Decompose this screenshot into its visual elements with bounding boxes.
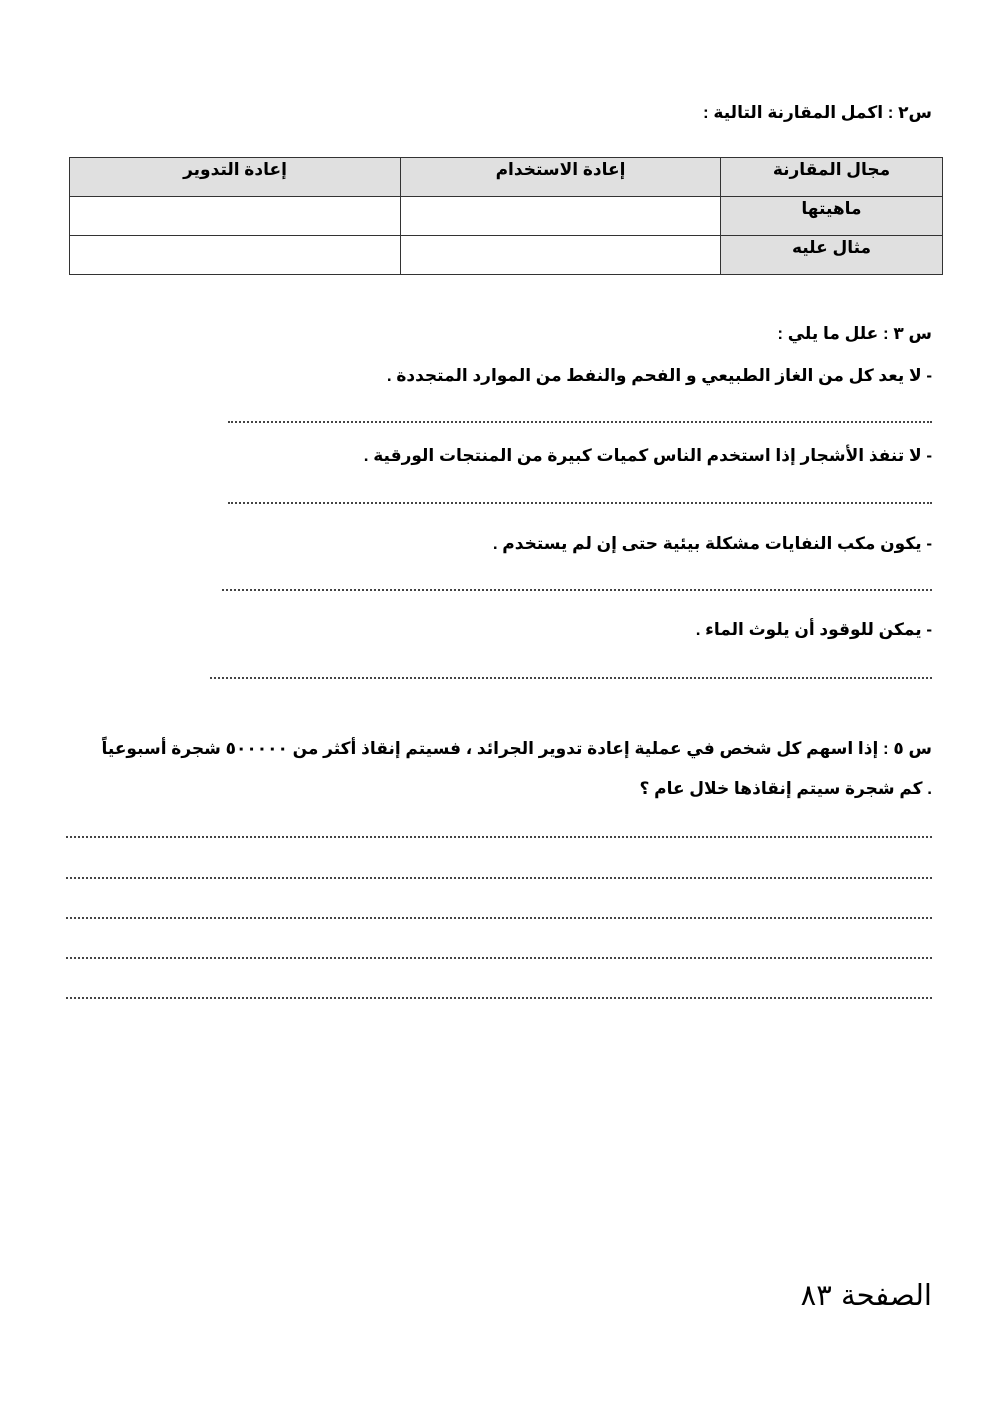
answer-line-q3-2[interactable] [228, 502, 932, 504]
answer-line-q5-5[interactable] [66, 997, 932, 999]
q3-heading: س ٣ : علل ما يلي : [777, 324, 932, 343]
answer-cell-reuse-example[interactable] [401, 236, 721, 275]
row-label-definition: ماهيتها [721, 197, 943, 236]
q3-item-3: - يكون مكب النفايات مشكلة بيئية حتى إن لم يستخدم . [492, 534, 932, 553]
q3-item-2: - لا تنفذ الأشجار إذا استخدم الناس كميات كبيرة من المنتجات الورقية . [363, 446, 932, 465]
q2-heading: س٢ : اكمل المقارنة التالية : [703, 103, 932, 122]
answer-line-q3-1[interactable] [228, 421, 932, 423]
comparison-table [69, 157, 943, 275]
q3-item-1: - لا يعد كل من الغاز الطبيعي و الفحم والنفط من الموارد المتجددة . [386, 366, 932, 385]
answer-line-q5-4[interactable] [66, 957, 932, 959]
answer-line-q5-2[interactable] [66, 877, 932, 879]
table-row [70, 197, 943, 236]
answer-cell-recycling-example[interactable] [70, 236, 401, 275]
answer-line-q3-3[interactable] [222, 589, 932, 591]
table-header-row [70, 158, 943, 197]
table-row [70, 236, 943, 275]
answer-line-q5-1[interactable] [66, 836, 932, 838]
header-comparison-field: مجال المقارنة [721, 158, 943, 197]
answer-cell-recycling-definition[interactable] [70, 197, 401, 236]
page-number: الصفحة ٨٣ [800, 1278, 932, 1312]
answer-line-q3-4[interactable] [210, 677, 932, 679]
q5-question: س ٥ : إذا اسهم كل شخص في عملية إعادة تدوير الجرائد ، فسيتم إنقاذ أكثر من ٥٠٠٠٠٠ شجرة أسبوعياً . كم شجرة سيتم إنقاذها خلال عام ؟ [101, 739, 932, 798]
row-label-example: مثال عليه [721, 236, 943, 275]
answer-cell-reuse-definition[interactable] [401, 197, 721, 236]
header-reuse: إعادة الاستخدام [401, 158, 721, 197]
q3-item-4: - يمكن للوقود أن يلوث الماء . [695, 620, 932, 639]
answer-line-q5-3[interactable] [66, 917, 932, 919]
header-recycling: إعادة التدوير [70, 158, 401, 197]
